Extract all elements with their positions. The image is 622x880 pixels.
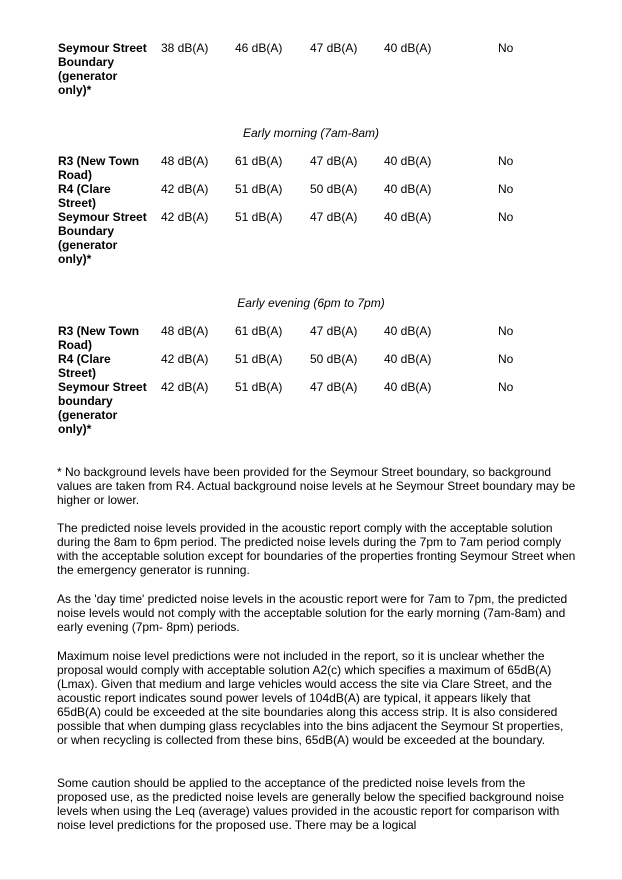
compliance-value: No xyxy=(498,182,514,196)
location-label: Seymour Street Boundary (generator only)* xyxy=(58,210,147,266)
table-row xyxy=(0,352,622,380)
level-value: 50 dB(A) xyxy=(310,182,358,196)
section-heading: Early morning (7am-8am) xyxy=(242,126,380,140)
level-value: 38 dB(A) xyxy=(161,41,209,55)
table-row xyxy=(0,324,622,352)
level-value: 47 dB(A) xyxy=(310,41,358,55)
table-row xyxy=(0,182,622,210)
footnote: * No background levels have been provided for the Seymour Street boundary, so background values are taken from R4. Actual background noise levels at he Seymour Street boundary may be higher or lower. xyxy=(57,465,576,507)
location-label: R4 (Clare Street) xyxy=(58,182,111,210)
level-value: 40 dB(A) xyxy=(384,380,432,394)
level-value: 42 dB(A) xyxy=(161,352,209,366)
level-value: 61 dB(A) xyxy=(235,154,283,168)
table-row xyxy=(0,380,622,436)
level-value: 40 dB(A) xyxy=(384,154,432,168)
location-label: R3 (New Town Road) xyxy=(58,154,140,182)
level-value: 40 dB(A) xyxy=(384,352,432,366)
level-value: 47 dB(A) xyxy=(310,154,358,168)
compliance-value: No xyxy=(498,380,514,394)
level-value: 42 dB(A) xyxy=(161,182,209,196)
body-paragraph: As the 'day time' predicted noise levels in the acoustic report were for 7am to 7pm, the predicted noise levels would not comply with the acceptable solution for the early morning (7am-8am) and early evening (7pm- 8pm) periods. xyxy=(57,592,568,634)
level-value: 48 dB(A) xyxy=(161,324,209,338)
body-paragraph: The predicted noise levels provided in the acoustic report comply with the acceptable solution during the 8am to 6pm period. The predicted noise levels during the 7pm to 7am period comply with the acceptable solution except for boundaries of the properties fronting Seymour Street when the emergency generator is running. xyxy=(57,521,576,577)
level-value: 46 dB(A) xyxy=(235,41,283,55)
table-row xyxy=(0,210,622,266)
compliance-value: No xyxy=(498,210,514,224)
table-row xyxy=(0,154,622,182)
level-value: 40 dB(A) xyxy=(384,324,432,338)
level-value: 42 dB(A) xyxy=(161,380,209,394)
level-value: 42 dB(A) xyxy=(161,210,209,224)
level-value: 61 dB(A) xyxy=(235,324,283,338)
compliance-value: No xyxy=(498,324,514,338)
level-value: 40 dB(A) xyxy=(384,41,432,55)
level-value: 51 dB(A) xyxy=(235,182,283,196)
level-value: 51 dB(A) xyxy=(235,380,283,394)
level-value: 48 dB(A) xyxy=(161,154,209,168)
location-label: Seymour Street boundary (generator only)* xyxy=(58,380,147,436)
compliance-value: No xyxy=(498,41,514,55)
level-value: 47 dB(A) xyxy=(310,210,358,224)
table-row xyxy=(0,41,622,97)
compliance-value: No xyxy=(498,352,514,366)
level-value: 40 dB(A) xyxy=(384,182,432,196)
level-value: 40 dB(A) xyxy=(384,210,432,224)
level-value: 51 dB(A) xyxy=(235,210,283,224)
level-value: 47 dB(A) xyxy=(310,324,358,338)
level-value: 51 dB(A) xyxy=(235,352,283,366)
location-label: R3 (New Town Road) xyxy=(58,324,140,352)
body-paragraph: Maximum noise level predictions were not included in the report, so it is unclear whether the proposal would comply with acceptable solution A2(c) which specifies a maximum of 65dB(A) (Lmax). Given that medium and large vehicles would access the site via Clare Street, and the acoustic report indicates sound power levels of 104dB(A) are typical, it appears likely that 65dB(A) could be exceeded at the site boundaries along this access strip. It is also considered possible that when dumping glass recyclables into the bins adjacent the Seymour St properties, or when recycling is collected from these bins, 65dB(A) would be exceeded at the boundary. xyxy=(57,649,564,747)
compliance-value: No xyxy=(498,154,514,168)
level-value: 47 dB(A) xyxy=(310,380,358,394)
body-paragraph: Some caution should be applied to the acceptance of the predicted noise levels from the proposed use, as the predicted noise levels are generally below the specified background noise levels when using the Leq (average) values provided in the acoustic report for comparison with noise level predictions for the proposed use. There may be a logical xyxy=(57,776,564,832)
location-label: Seymour Street Boundary (generator only)* xyxy=(58,41,147,97)
section-heading: Early evening (6pm to 7pm) xyxy=(237,296,385,310)
location-label: R4 (Clare Street) xyxy=(58,352,111,380)
level-value: 50 dB(A) xyxy=(310,352,358,366)
